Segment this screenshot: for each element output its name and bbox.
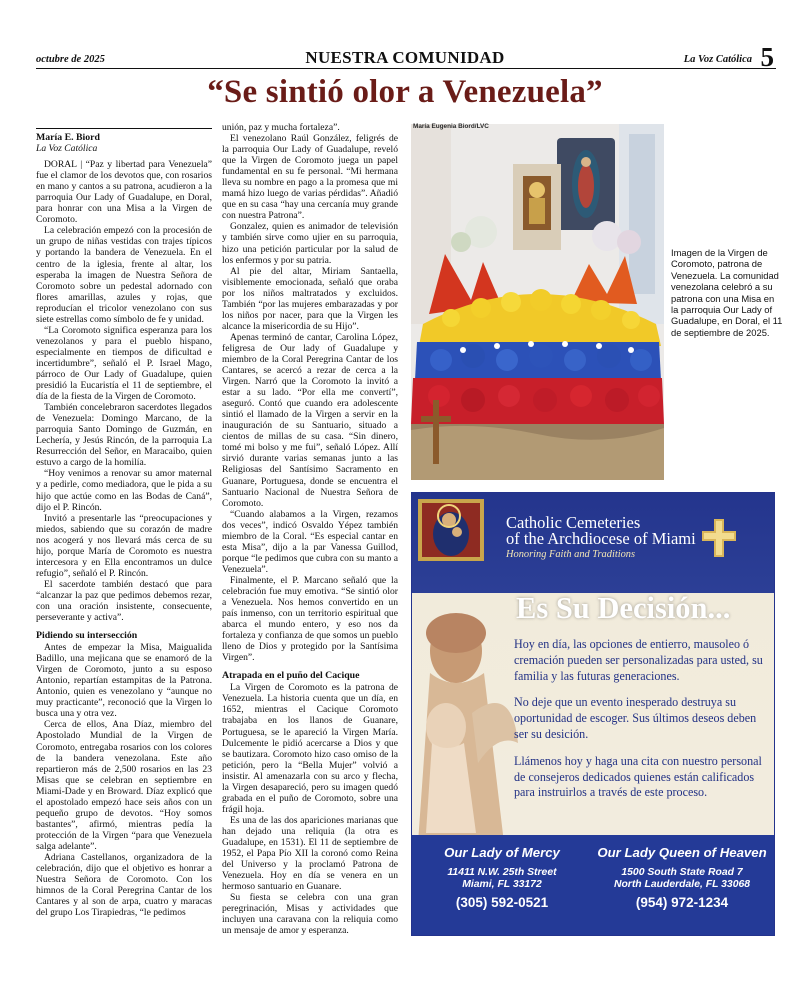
page-number: 5 [760,42,774,72]
author-name: María E. Biord [36,132,100,143]
section-title: NUESTRA COMUNIDAD [305,48,505,67]
article-column-2 [222,122,398,948]
cemetery-tagline: Honoring Faith and Traditions [506,549,636,560]
column-2-body [222,122,398,936]
altar-photo [411,124,664,480]
madonna-icon-logo [418,499,484,561]
article-paragraph: Antes de empezar la Misa, Maigualida Badillo, una mejicana que se enamoró de la Virgen de Coromoto, junto a su esposo Antonio, repartían estampitas de la Patrona. Antonio, quien es venezolano y “aunque no muy practicante”, reconoció que la Virgen lo busca una y otra vez. [36,642,212,720]
subheading: Atrapada en el puño del Cacique [222,670,360,682]
article-paragraph: Cerca de ellos, Ana Díaz, miembro del Apostolado Mundial de la Virgen de Coromoto, entregaba rosarios con los colores de la bandera venezolana. Este año repartieron más de 2,500 rosarios en las 23 Misas que se celebran en septiembre en Miami-Dade y en Broward. Díaz explicó que el apostolado empezó hace seis años con un pequeño grupo de devotos. “Hoy somos bastantes”, afirmó, mientras pedía la protección de la Virgen “para que Venezuela salga adelante”. [36,719,212,852]
article-paragraph: La Virgen de Coromoto es la patrona de Venezuela. La historia cuenta que un día, en 1652, mientras el Cacique Coromoto trabajaba en los llanos de Guanare, Portuguesa, se le apareció la Virgen María. Dulcemente le pidió acercarse a Dios y que se bautizara. Coromoto hizo caso omiso de la petición, pero la “Bella Mujer” volvió a insistir. Al amenazarla con su arco y flecha, la Virgen desapareció, pero su imagen quedó grabada en el puño de Coromoto, sobre una frágil hoja. [222,682,398,815]
cemetery-name [506,515,696,547]
location-address-line2: North Lauderdale, FL 33068 [613,879,751,891]
article-paragraph: El sacerdote también destacó que para “alcanzar la paz que pedimos debemos rezar, con una oración insistente, consecuente, perseverante y activa”. [36,578,212,624]
article-paragraph: El venezolano Raúl González, feligrés de la parroquia Our Lady of Guadalupe, reveló que la Virgen de Coromoto juega un papel fundamental en su fe personal. “Mi hermana lleva su nombre en pago a la promesa que mi mamá hizo luego de varias pérdidas”. Añadió que en su casa “hay una cercanía muy grande con nuestra Patrona”. [222,133,398,222]
altar-photo-illustration [411,124,664,480]
article-paragraph: unión, paz y mucha fortaleza”. [222,122,340,133]
ad-headline: Es Su Decisión... [516,591,731,625]
article-paragraph: También concelebraron sacerdotes llegados de Venezuela: Domingo Marcano, de la parroquia Santo Domingo de Guzmán, en Lechería, y Jesús Rincón, de la parroquia La Resurrección del Señor, en Maracaibo, quien estuvo a cargo de la homilía. [36,402,212,469]
article-paragraph: DORAL | “Paz y libertad para Venezuela” fue el clamor de los devotos que, con rosarios en mano y cantos a su patrona, acudieron a la parroquia Our Lady of Guadalupe, en Doral, para honrar con una Misa a la Virgen de Coromoto. [36,159,212,226]
header-rule [36,68,776,69]
location-name: Our Lady of Mercy [444,845,560,860]
ad-paragraph: No deje que un evento inesperado destruya su oportunidad de escoger. Sus últimos deseos deben ser su desición. [514,695,757,741]
cemetery-advertisement[interactable] [411,492,775,936]
cemetery-name-line2: of the Archdiocese of Miami [506,529,696,548]
cross-icon [698,517,740,559]
photo-caption: Imagen de la Virgen de Coromoto, patrona de Venezuela. La comunidad venezolana celebró a su patrona con una Misa en la parroquia Our Lady of Guadalupe, en Doral, el 11 de septiembre de 2025. [671,247,783,338]
location-name: Our Lady Queen of Heaven [597,845,767,860]
article-paragraph: Al pie del altar, Miriam Santaella, visiblemente emocionada, señaló que oraba por los niños maltratados y excluidos. También “por las mujeres embarazadas y por los niños por nacer, para que la Virgen les alcance la misericordia de su Hijo”. [222,265,398,332]
article-column-1 [36,128,212,948]
ad-paragraph: Llámenos hoy y haga una cita con nuestro personal de consejeros dedicados quienes están calificados para instruirlos a través de este proceso. [514,753,762,800]
angel-statue-illustration [412,593,522,863]
location-our-lady-queen-of-heaven[interactable] [592,845,772,910]
madonna-icon [419,500,483,560]
article-paragraph: Es una de las dos apariciones marianas que han dejado una reliquia (la otra es Guadalupe, en 1531). El 11 de septiembre de 1952, el Papa Pío XII la coronó como Reina del Universo y la proclamó Patrona de Venezuela. Hoy en día se venera en un hermoso santuario en Guanare. [222,814,398,893]
author-publication: La Voz Católica [36,143,98,155]
article-paragraph: Apenas terminó de cantar, Carolina López, feligresa de Our lady of Guadalupe y miembro de la Coral Peregrina Cantar de los Cantares, se acercó a rezar de cerca a la Virgen. Narró que la Coromoto la invitó a estar a su lado. “Por ella me convertí”, aseguró. Contó que cuando era adolescente sintió el llamado de la Virgen a servir en la inauguración de su Santuario, situado a cientos de millas de su casa. “Sin dinero, tomé mi bolso y me fui”, señaló López. Allí sirvió durante varias semanas junto a las Religiosas del Santísimo Sacramento en Guanare, Portuguesa, donde se encuentra el Santuario Nacional de Nuestra Señora de Coromoto. [222,331,398,509]
ad-paragraph: Hoy en día, las opciones de entierro, mausoleo ó cremación pueden ser personalizadas para usted, su familia y las futuras generaciones. [514,637,763,683]
article-paragraph: Finalmente, el P. Marcano señaló que la celebración fue muy emotiva. “Se sintió olor a Venezuela. Nos hemos convertido en un país inmenso, con un territorio espiritual que abarca el mundo entero, y eso nos da fortaleza y confianza de que somos un pueblo lleno de Dios y protegido por la Santísima Virgen”. [222,574,398,664]
article-paragraph: Invitó a presentarle las “preocupaciones y miedos, sabiendo que su corazón de madre nos acogerá y nos llevará más cerca de su hijo, porque María de Coromoto es nuestra intercesora y en Ella encontramos un dulce refugio”, señaló el P. Rincón. [36,512,212,579]
location-our-lady-of-mercy[interactable] [412,845,592,910]
cross-icon-shape [698,517,740,559]
subheading: Pidiendo su intersección [36,630,138,642]
article-paragraph: La celebración empezó con la procesión de un grupo de niñas vestidas con trajes típicos y portando la bandera de Venezuela. En el centro de la iglesia, frente al altar, los esperaba la imagen de Nuestra Señora de Coromoto sobre un pedestal adornado con flores amarillas, azules y rojas, que reproducían el tricolor venezolano con sus siete estrellas como símbolo de fe y unidad. [36,225,212,325]
article-title: “Se sintió olor a Venezuela” [207,74,603,110]
article-paragraph: “Hoy venimos a renovar su amor maternal y a pedirle, como mediadora, que le pida a su hijo que actúe como en las Bodas de Caná”, dijo el P. Rincón. [36,468,212,513]
location-address-line2: Miami, FL 33172 [462,879,542,891]
issue-date: octubre de 2025 [36,54,105,65]
article-paragraph: Adriana Castellanos, organizadora de la celebración, dijo que el objetivo es honrar a Nuestra Señora de Coromoto. Con los himnos de la Coral Peregrina Cantar de los Cantares y al son de arpa, cuatro y maracas del grupo Los Tirapiedras, “le pedimos [36,852,212,919]
angel-statue-image [412,593,522,863]
column-1-body [36,159,212,918]
location-phone[interactable]: (954) 972-1234 [635,894,729,910]
photo-credit: María Eugenia Biord/LVC [413,123,489,130]
cemetery-name-line1: Catholic Cemeteries [506,513,641,532]
article-paragraph: Su fiesta se celebra con una gran peregrinación, Misas y actividades que incluyen una caravana con la reliquia como un mensaje de amor y esperanza. [222,892,398,937]
ad-locations-bar [412,835,774,935]
location-address-line1: 1500 South State Road 7 [621,867,743,878]
article-paragraph: Gonzalez, quien es animador de televisión y también sirve como ujier en su parroquia, hizo una petición particular por la salud de los enfermos y por su patria. [222,221,398,266]
location-address-line1: 11411 N.W. 25th Street [447,867,557,878]
publication-name: La Voz Católica [683,54,752,65]
byline-rule [36,128,212,129]
article-paragraph: “Cuando alabamos a la Virgen, rezamos dos veces”, indicó Osvaldo Yépez también miembro de la Coral. “Es especial cantar en esta Misa”, dijo a la par Vanessa Guillod, porque “le pedimos que cubra con su manto a Venezuela”. [222,508,398,575]
location-phone[interactable]: (305) 592-0521 [455,894,549,910]
article-paragraph: “La Coromoto significa esperanza para los venezolanos y para el pueblo hispano, especialmente en tiempos de dificultad e incertidumbre”, señaló el P. Israel Mago, párroco de Our Lady of Guadalupe, quien presidió la Eucaristía el 11 de septiembre, el día de la fiesta de la Virgen de Coromoto. [36,324,212,403]
ad-body [514,637,764,812]
